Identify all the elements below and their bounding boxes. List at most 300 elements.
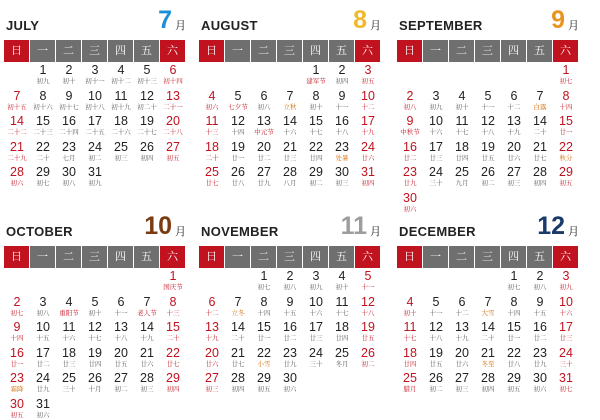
- day-number: 5: [432, 294, 440, 309]
- lunar-date: 廿一: [257, 334, 271, 342]
- day-cell[interactable]: [30, 321, 56, 343]
- day-cell[interactable]: [56, 321, 82, 343]
- month-september: [397, 4, 583, 213]
- day-cell[interactable]: [225, 166, 251, 188]
- day-number: 22: [166, 345, 180, 360]
- day-number: 23: [10, 371, 24, 385]
- day-cell[interactable]: [329, 64, 355, 86]
- day-cell[interactable]: [30, 64, 56, 86]
- month-header: [397, 210, 583, 242]
- lunar-date: 二十七: [137, 128, 157, 136]
- day-cell[interactable]: [397, 141, 423, 163]
- day-cell[interactable]: [108, 115, 134, 137]
- day-number: 4: [65, 294, 73, 309]
- weekday-label: 一: [423, 246, 448, 268]
- day-cell[interactable]: [329, 296, 355, 318]
- day-cell[interactable]: [82, 296, 108, 318]
- day-cell[interactable]: [355, 347, 381, 369]
- day-cell[interactable]: [527, 347, 553, 369]
- lunar-date: 廿二: [533, 334, 547, 342]
- lunar-date: 廿六: [361, 153, 375, 162]
- day-cell[interactable]: [160, 347, 186, 369]
- day-cell[interactable]: [30, 115, 56, 137]
- weekday-label: 一: [225, 40, 250, 62]
- lunar-date: 十一: [481, 102, 495, 111]
- day-cell[interactable]: [527, 372, 553, 394]
- day-cell[interactable]: [423, 372, 449, 394]
- lunar-date: 初七: [507, 283, 521, 291]
- day-cell[interactable]: [199, 321, 225, 343]
- day-cell[interactable]: [4, 115, 30, 137]
- day-cell[interactable]: [199, 347, 225, 369]
- lunar-date: 初四: [231, 385, 245, 393]
- day-cell[interactable]: [82, 321, 108, 343]
- day-cell[interactable]: [134, 347, 160, 369]
- lunar-date: 廿九: [257, 179, 271, 187]
- day-cell[interactable]: [277, 90, 303, 112]
- day-cell[interactable]: [251, 166, 277, 188]
- day-number: 5: [364, 269, 372, 283]
- day-cell[interactable]: [329, 166, 355, 188]
- day-cell[interactable]: [501, 115, 527, 137]
- weekday-label: 日: [199, 246, 224, 268]
- day-number: 9: [65, 88, 73, 103]
- day-cell[interactable]: [251, 115, 277, 137]
- day-cell[interactable]: [527, 270, 553, 292]
- lunar-date: 初五: [361, 77, 375, 85]
- month-suffix: 月: [175, 225, 186, 238]
- month-number: 8: [353, 6, 367, 34]
- day-number: 23: [62, 139, 76, 154]
- day-cell[interactable]: [397, 115, 423, 137]
- day-cell[interactable]: [134, 321, 160, 343]
- day-cell[interactable]: [355, 64, 381, 86]
- day-cell[interactable]: [501, 321, 527, 343]
- day-cell[interactable]: [329, 270, 355, 292]
- day-cell[interactable]: [251, 90, 277, 112]
- lunar-date: 立秋: [283, 102, 297, 111]
- day-cell[interactable]: [423, 347, 449, 369]
- lunar-date: 中元节: [254, 128, 274, 136]
- weekday-label: 六: [553, 246, 578, 268]
- day-cell[interactable]: [553, 372, 579, 394]
- day-cell[interactable]: [527, 166, 553, 188]
- day-cell[interactable]: [30, 347, 56, 369]
- day-number: 7: [484, 294, 492, 309]
- day-cell[interactable]: [199, 141, 225, 163]
- day-cell[interactable]: [329, 115, 355, 137]
- day-cell[interactable]: [553, 64, 579, 86]
- day-cell[interactable]: [108, 64, 134, 86]
- day-number: 30: [62, 165, 76, 179]
- weekday-label: 日: [397, 246, 422, 268]
- day-cell[interactable]: [30, 90, 56, 112]
- day-cell[interactable]: [303, 90, 329, 112]
- day-cell[interactable]: [475, 296, 501, 318]
- day-number: 8: [562, 88, 570, 103]
- day-number: 29: [559, 165, 573, 179]
- day-cell[interactable]: [303, 141, 329, 163]
- day-cell[interactable]: [82, 372, 108, 394]
- day-cell[interactable]: [56, 64, 82, 86]
- day-cell[interactable]: [108, 90, 134, 112]
- day-cell[interactable]: [82, 115, 108, 137]
- day-cell[interactable]: [355, 141, 381, 163]
- day-number: 31: [559, 371, 573, 385]
- day-cell[interactable]: [225, 141, 251, 163]
- day-cell[interactable]: [303, 321, 329, 343]
- day-cell[interactable]: [4, 321, 30, 343]
- day-number: 31: [88, 165, 102, 179]
- day-cell[interactable]: [397, 296, 423, 318]
- lunar-date: 中秋节: [400, 128, 420, 136]
- day-cell[interactable]: [199, 166, 225, 188]
- lunar-date: 十六: [429, 128, 443, 136]
- day-cell[interactable]: [553, 347, 579, 369]
- day-cell[interactable]: [397, 166, 423, 188]
- lunar-date: 十六: [283, 128, 297, 136]
- day-cell[interactable]: [303, 347, 329, 369]
- month-name: JULY: [6, 18, 40, 33]
- day-cell[interactable]: [134, 115, 160, 137]
- day-cell[interactable]: [277, 115, 303, 137]
- day-cell[interactable]: [423, 90, 449, 112]
- day-number: 19: [361, 320, 375, 334]
- lunar-date: 廿三: [309, 334, 323, 342]
- lunar-date: 十二: [361, 102, 375, 111]
- day-number: 20: [507, 139, 521, 154]
- day-cell[interactable]: [199, 296, 225, 318]
- weekday-label: 三: [277, 40, 302, 62]
- day-cell[interactable]: [449, 90, 475, 112]
- day-number: 6: [510, 88, 518, 103]
- lunar-date: 十七: [88, 334, 102, 342]
- day-cell[interactable]: [553, 90, 579, 112]
- day-cell[interactable]: [277, 270, 303, 292]
- day-cell[interactable]: [225, 115, 251, 137]
- lunar-date: 十四: [257, 308, 271, 317]
- day-cell[interactable]: [553, 270, 579, 292]
- day-cell[interactable]: [160, 321, 186, 343]
- weekday-label: 二: [56, 246, 81, 268]
- lunar-date: 立冬: [231, 308, 245, 317]
- day-cell[interactable]: [501, 372, 527, 394]
- weekday-label: 日: [397, 40, 422, 62]
- day-cell[interactable]: [134, 90, 160, 112]
- day-cell[interactable]: [501, 296, 527, 318]
- day-number: 14: [140, 320, 154, 334]
- lunar-date: 十七: [455, 128, 469, 136]
- day-cell[interactable]: [527, 115, 553, 137]
- day-cell[interactable]: [82, 166, 108, 188]
- day-cell[interactable]: [251, 270, 277, 292]
- day-cell[interactable]: [199, 115, 225, 137]
- day-cell[interactable]: [160, 270, 186, 292]
- day-number: 13: [166, 88, 180, 103]
- day-number: 10: [309, 294, 323, 309]
- lunar-date: 廿三: [62, 359, 76, 368]
- day-number: 27: [166, 139, 180, 154]
- day-number: 27: [257, 165, 271, 179]
- day-number: 26: [429, 371, 443, 385]
- day-cell[interactable]: [108, 141, 134, 163]
- month-header: [4, 210, 190, 242]
- day-cell[interactable]: [225, 296, 251, 318]
- lunar-date: 初十六: [33, 102, 53, 111]
- day-cell[interactable]: [134, 372, 160, 394]
- day-cell[interactable]: [397, 321, 423, 343]
- day-cell[interactable]: [355, 90, 381, 112]
- day-cell[interactable]: [475, 166, 501, 188]
- day-cell[interactable]: [4, 398, 30, 420]
- weekday-label: 四: [303, 40, 328, 62]
- day-number: 13: [205, 320, 219, 334]
- day-cell[interactable]: [355, 296, 381, 318]
- day-cell[interactable]: [56, 166, 82, 188]
- weekday-label: 三: [82, 246, 107, 268]
- day-cell[interactable]: [553, 115, 579, 137]
- day-cell[interactable]: [30, 166, 56, 188]
- day-cell[interactable]: [527, 296, 553, 318]
- day-cell[interactable]: [423, 296, 449, 318]
- lunar-date: 廿二: [257, 153, 271, 162]
- day-cell[interactable]: [397, 90, 423, 112]
- weekday-label: 三: [277, 246, 302, 268]
- day-number: 11: [403, 320, 417, 334]
- day-cell[interactable]: [30, 141, 56, 163]
- lunar-date: 处暑: [335, 153, 349, 162]
- day-cell[interactable]: [82, 64, 108, 86]
- day-cell[interactable]: [108, 372, 134, 394]
- day-cell[interactable]: [397, 372, 423, 394]
- day-cell[interactable]: [199, 372, 225, 394]
- day-cell[interactable]: [30, 372, 56, 394]
- day-number: 16: [533, 320, 547, 334]
- day-cell[interactable]: [329, 321, 355, 343]
- day-number: 7: [13, 88, 21, 103]
- lunar-date: 廿七: [205, 179, 219, 187]
- day-cell[interactable]: [4, 296, 30, 318]
- day-number: 7: [536, 88, 544, 103]
- lunar-date: 初二: [429, 385, 443, 393]
- day-cell[interactable]: [423, 321, 449, 343]
- day-number: 22: [559, 139, 573, 154]
- day-cell[interactable]: [277, 347, 303, 369]
- day-cell[interactable]: [449, 115, 475, 137]
- day-cell[interactable]: [251, 141, 277, 163]
- lunar-date: 初二十: [137, 102, 157, 111]
- day-cell[interactable]: [56, 90, 82, 112]
- day-cell[interactable]: [449, 166, 475, 188]
- day-cell[interactable]: [423, 115, 449, 137]
- day-cell[interactable]: [329, 347, 355, 369]
- lunar-date: 初九: [309, 283, 323, 291]
- day-cell[interactable]: [277, 372, 303, 394]
- lunar-date: 廿五: [361, 334, 375, 342]
- day-number: 2: [13, 294, 21, 309]
- day-cell[interactable]: [82, 141, 108, 163]
- day-cell[interactable]: [449, 347, 475, 369]
- day-number: 12: [140, 88, 154, 103]
- day-cell[interactable]: [355, 115, 381, 137]
- day-cell[interactable]: [355, 321, 381, 343]
- lunar-date: 廿一: [10, 359, 24, 368]
- day-cell[interactable]: [108, 321, 134, 343]
- day-number: 28: [140, 371, 154, 385]
- day-cell[interactable]: [501, 90, 527, 112]
- day-cell[interactable]: [449, 296, 475, 318]
- day-cell[interactable]: [225, 321, 251, 343]
- day-cell[interactable]: [423, 166, 449, 188]
- day-cell[interactable]: [225, 90, 251, 112]
- weekday-label: 六: [160, 40, 185, 62]
- day-cell[interactable]: [475, 141, 501, 163]
- day-cell[interactable]: [30, 296, 56, 318]
- day-cell[interactable]: [277, 296, 303, 318]
- lunar-date: 初六: [403, 204, 417, 213]
- day-cell[interactable]: [303, 115, 329, 137]
- lunar-date: 三十: [429, 179, 443, 187]
- month-name: SEPTEMBER: [399, 18, 483, 33]
- day-number: 6: [117, 294, 125, 309]
- lunar-date: 十四: [10, 334, 24, 342]
- lunar-date: 七夕节: [228, 102, 248, 111]
- day-cell[interactable]: [277, 141, 303, 163]
- day-cell[interactable]: [56, 115, 82, 137]
- day-cell[interactable]: [225, 347, 251, 369]
- day-cell[interactable]: [134, 64, 160, 86]
- day-cell[interactable]: [4, 372, 30, 394]
- day-number: 10: [88, 88, 102, 103]
- day-cell[interactable]: [329, 90, 355, 112]
- day-number: 27: [507, 165, 521, 179]
- day-cell[interactable]: [475, 372, 501, 394]
- day-cell[interactable]: [82, 90, 108, 112]
- day-cell[interactable]: [4, 141, 30, 163]
- weekday-label: 六: [355, 40, 380, 62]
- day-cell[interactable]: [56, 296, 82, 318]
- day-cell[interactable]: [501, 347, 527, 369]
- day-cell[interactable]: [449, 141, 475, 163]
- day-cell[interactable]: [56, 141, 82, 163]
- day-number: 7: [286, 88, 294, 103]
- lunar-date: 十五: [36, 334, 50, 342]
- day-cell[interactable]: [251, 296, 277, 318]
- day-cell[interactable]: [449, 321, 475, 343]
- day-number: 5: [484, 88, 492, 103]
- day-number: 17: [429, 139, 443, 154]
- day-cell[interactable]: [475, 347, 501, 369]
- day-cell[interactable]: [108, 296, 134, 318]
- lunar-date: 初十四: [163, 77, 183, 85]
- day-cell[interactable]: [251, 347, 277, 369]
- lunar-date: 初六: [205, 102, 219, 111]
- day-cell[interactable]: [475, 90, 501, 112]
- day-cell[interactable]: [449, 372, 475, 394]
- day-cell[interactable]: [108, 347, 134, 369]
- day-cell[interactable]: [160, 64, 186, 86]
- day-cell[interactable]: [355, 270, 381, 292]
- lunar-date: 廿一: [231, 153, 245, 162]
- day-cell[interactable]: [397, 347, 423, 369]
- day-cell[interactable]: [501, 141, 527, 163]
- lunar-date: 十八: [429, 334, 443, 342]
- lunar-date: 重阳节: [59, 308, 79, 317]
- day-cell[interactable]: [277, 321, 303, 343]
- day-cell[interactable]: [527, 321, 553, 343]
- day-cell[interactable]: [56, 372, 82, 394]
- day-cell[interactable]: [527, 141, 553, 163]
- day-cell[interactable]: [553, 296, 579, 318]
- day-cell[interactable]: [4, 347, 30, 369]
- day-cell[interactable]: [501, 270, 527, 292]
- day-number: 8: [312, 88, 320, 103]
- day-cell[interactable]: [475, 321, 501, 343]
- day-number: 7: [143, 294, 151, 309]
- day-number: 25: [335, 345, 349, 360]
- day-cell[interactable]: [160, 296, 186, 318]
- day-cell[interactable]: [553, 321, 579, 343]
- day-cell[interactable]: [251, 372, 277, 394]
- day-cell[interactable]: [553, 166, 579, 188]
- day-number: 14: [533, 114, 547, 128]
- day-cell[interactable]: [56, 347, 82, 369]
- day-cell[interactable]: [160, 141, 186, 163]
- day-cell[interactable]: [4, 166, 30, 188]
- lunar-date: 初十: [88, 308, 102, 317]
- day-cell[interactable]: [329, 141, 355, 163]
- day-cell[interactable]: [527, 90, 553, 112]
- day-cell[interactable]: [277, 166, 303, 188]
- day-number: 4: [406, 294, 414, 309]
- day-cell[interactable]: [225, 372, 251, 394]
- weekday-label: 一: [30, 246, 55, 268]
- day-cell[interactable]: [134, 296, 160, 318]
- lunar-date: 初三: [140, 385, 154, 393]
- lunar-date: 初八: [62, 179, 76, 187]
- day-cell[interactable]: [423, 141, 449, 163]
- lunar-date: 十三: [166, 308, 180, 317]
- day-cell[interactable]: [160, 90, 186, 112]
- day-number: 15: [257, 320, 271, 334]
- day-cell[interactable]: [82, 347, 108, 369]
- day-cell[interactable]: [355, 166, 381, 188]
- lunar-date: 二十五: [85, 128, 105, 136]
- day-number: 1: [510, 269, 518, 283]
- day-number: 25: [114, 139, 128, 154]
- day-cell[interactable]: [4, 90, 30, 112]
- day-cell[interactable]: [160, 115, 186, 137]
- weekday-label: 三: [82, 40, 107, 62]
- day-cell[interactable]: [30, 398, 56, 420]
- day-cell[interactable]: [303, 64, 329, 86]
- day-cell[interactable]: [251, 321, 277, 343]
- day-number: 26: [140, 139, 154, 154]
- day-cell[interactable]: [553, 141, 579, 163]
- day-cell[interactable]: [199, 90, 225, 112]
- lunar-date: 初九: [429, 102, 443, 111]
- day-cell[interactable]: [303, 166, 329, 188]
- day-number: 20: [166, 114, 180, 128]
- month-suffix: 月: [175, 19, 186, 32]
- day-cell[interactable]: [475, 115, 501, 137]
- day-cell[interactable]: [134, 141, 160, 163]
- day-cell[interactable]: [160, 372, 186, 394]
- lunar-date: 初八: [283, 283, 297, 291]
- day-cell[interactable]: [303, 270, 329, 292]
- day-cell[interactable]: [501, 166, 527, 188]
- day-cell[interactable]: [303, 296, 329, 318]
